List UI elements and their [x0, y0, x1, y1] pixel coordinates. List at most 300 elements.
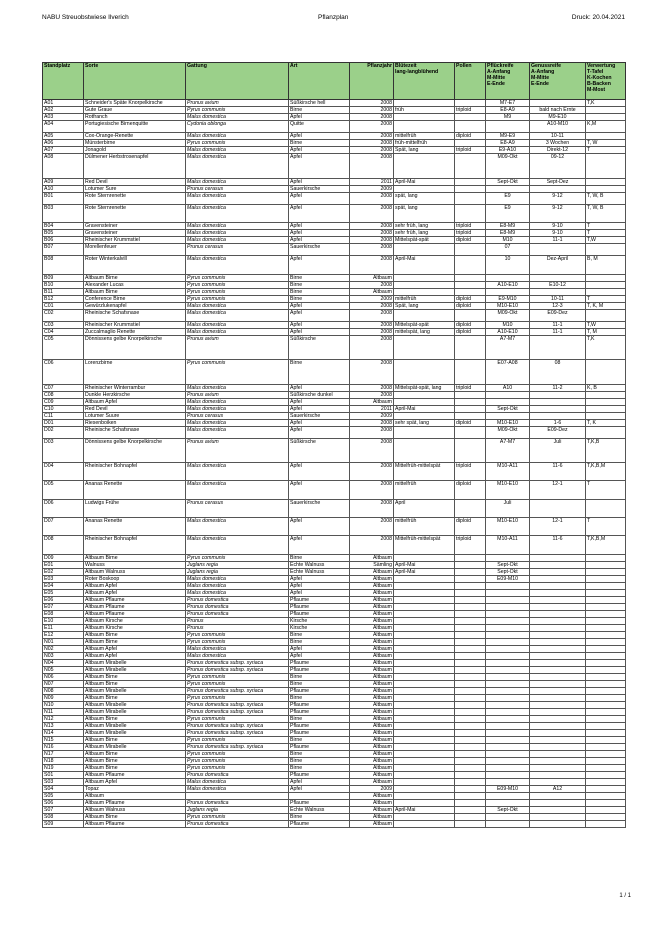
cell-pflanzjahr: 2008	[350, 100, 394, 107]
cell-gattung: Prunus domestica	[186, 610, 289, 617]
table-row	[43, 687, 626, 694]
cell-pollen	[455, 582, 486, 589]
cell-art: Quitte	[289, 121, 350, 133]
cell-pflanzjahr: Altbaum	[350, 673, 394, 680]
table-row	[43, 384, 626, 391]
col-header-gattung: Gattung	[186, 63, 289, 100]
cell-pflueckreife: M10	[486, 237, 530, 244]
cell-gattung: Prunus domestica subsp. syriaca	[186, 708, 289, 715]
cell-sorte: Altbaum Birne	[84, 631, 186, 638]
cell-bluetezeit: mittelspät, lang	[394, 328, 455, 335]
cell-art: Pflaume	[289, 701, 350, 708]
cell-bluetezeit	[394, 659, 455, 666]
cell-pollen	[455, 554, 486, 561]
cell-pollen	[455, 638, 486, 645]
cell-art: Süßkirsche hell	[289, 100, 350, 107]
cell-genussreife	[530, 100, 586, 107]
cell-genussreife	[530, 554, 586, 561]
cell-genussreife	[530, 771, 586, 778]
cell-standplatz: C05	[43, 335, 84, 359]
cell-verwertung	[586, 806, 626, 813]
cell-art: Apfel	[289, 204, 350, 222]
cell-verwertung	[586, 820, 626, 827]
cell-pollen	[455, 438, 486, 462]
cell-genussreife: 9-12	[530, 192, 586, 204]
cell-art: Apfel	[289, 589, 350, 596]
cell-verwertung	[586, 582, 626, 589]
cell-standplatz: N14	[43, 729, 84, 736]
cell-art: Süßkirsche dunkel	[289, 391, 350, 398]
cell-gattung: Pyrus communis	[186, 295, 289, 302]
cell-genussreife: Juli	[530, 438, 586, 462]
cell-verwertung: T,K	[586, 100, 626, 107]
cell-standplatz: C07	[43, 384, 84, 391]
col-header-verwertung: Verwertung T-Tafel K-Kochen B-Backen M-Most	[586, 63, 626, 100]
cell-bluetezeit: sehr früh, lang	[394, 223, 455, 230]
cell-pflanzjahr: Altbaum	[350, 694, 394, 701]
cell-verwertung: T, W, B	[586, 204, 626, 222]
cell-bluetezeit: spät, lang	[394, 192, 455, 204]
cell-sorte: Altbaum Apfel	[84, 778, 186, 785]
cell-bluetezeit	[394, 715, 455, 722]
cell-gattung: Prunus domestica	[186, 799, 289, 806]
table-row	[43, 463, 626, 481]
cell-pollen	[455, 426, 486, 438]
cell-sorte: Altbaum Kirsche	[84, 624, 186, 631]
cell-pflueckreife: E07-A08	[486, 360, 530, 384]
cell-gattung: Prunus domestica	[186, 771, 289, 778]
cell-pflueckreife: M09-Okt	[486, 154, 530, 178]
cell-sorte: Altbaum Apfel	[84, 589, 186, 596]
cell-gattung: Malus domestica	[186, 405, 289, 412]
cell-pflanzjahr: Altbaum	[350, 729, 394, 736]
cell-bluetezeit	[394, 666, 455, 673]
cell-verwertung	[586, 288, 626, 295]
cell-genussreife	[530, 274, 586, 281]
cell-standplatz: N04	[43, 659, 84, 666]
cell-standplatz: N05	[43, 666, 84, 673]
cell-art: Pflaume	[289, 708, 350, 715]
cell-bluetezeit: mittelfrüh	[394, 295, 455, 302]
cell-pflanzjahr: 2008	[350, 114, 394, 121]
cell-gattung: Malus domestica	[186, 575, 289, 582]
cell-bluetezeit	[394, 736, 455, 743]
cell-sorte: Altbaum Birne	[84, 673, 186, 680]
cell-verwertung	[586, 412, 626, 419]
table-row	[43, 536, 626, 554]
cell-pflanzjahr: Altbaum	[350, 659, 394, 666]
cell-gattung: Malus domestica	[186, 328, 289, 335]
cell-pflanzjahr: Altbaum	[350, 715, 394, 722]
cell-pflanzjahr: Altbaum	[350, 743, 394, 750]
table-row	[43, 256, 626, 274]
table-row	[43, 701, 626, 708]
cell-verwertung	[586, 799, 626, 806]
cell-pollen	[455, 603, 486, 610]
cell-genussreife: 11-6	[530, 463, 586, 481]
cell-pflueckreife: Sept-Okt	[486, 568, 530, 575]
cell-pflanzjahr: Altbaum	[350, 568, 394, 575]
table-row	[43, 666, 626, 673]
cell-standplatz: E10	[43, 617, 84, 624]
cell-sorte: Altbaum Mirabelle	[84, 659, 186, 666]
cell-genussreife	[530, 820, 586, 827]
cell-art: Birne	[289, 757, 350, 764]
cell-verwertung	[586, 561, 626, 568]
cell-bluetezeit	[394, 589, 455, 596]
cell-verwertung: T	[586, 223, 626, 230]
cell-standplatz: A02	[43, 107, 84, 114]
cell-bluetezeit: April	[394, 499, 455, 517]
cell-art: Apfel	[289, 384, 350, 391]
cell-pflueckreife	[486, 715, 530, 722]
cell-standplatz: A06	[43, 140, 84, 147]
cell-sorte: Gravensteiner	[84, 230, 186, 237]
cell-pflanzjahr: 2008	[350, 438, 394, 462]
cell-bluetezeit	[394, 652, 455, 659]
cell-genussreife	[530, 185, 586, 192]
cell-art: Birne	[289, 750, 350, 757]
cell-pollen: triploid	[455, 147, 486, 154]
cell-bluetezeit: früh	[394, 107, 455, 114]
cell-art: Apfel	[289, 778, 350, 785]
cell-genussreife	[530, 792, 586, 799]
cell-verwertung	[586, 617, 626, 624]
cell-standplatz: D05	[43, 481, 84, 499]
cell-pflueckreife	[486, 792, 530, 799]
cell-genussreife: Dez-April	[530, 256, 586, 274]
cell-pollen	[455, 121, 486, 133]
cell-pollen	[455, 708, 486, 715]
cell-standplatz: A10	[43, 185, 84, 192]
cell-pflanzjahr: 2009	[350, 185, 394, 192]
cell-verwertung	[586, 659, 626, 666]
cell-gattung: Prunus domestica subsp. syriaca	[186, 743, 289, 750]
cell-sorte: Altbaum Mirabelle	[84, 708, 186, 715]
cell-verwertung	[586, 309, 626, 321]
cell-pflanzjahr: 2008	[350, 481, 394, 499]
cell-standplatz: D06	[43, 499, 84, 517]
cell-verwertung: T,W	[586, 321, 626, 328]
cell-pflanzjahr: 2008	[350, 419, 394, 426]
table-row	[43, 596, 626, 603]
cell-pollen	[455, 764, 486, 771]
cell-verwertung	[586, 624, 626, 631]
cell-sorte: Altbaum Mirabelle	[84, 729, 186, 736]
cell-sorte: Altbaum Apfel	[84, 645, 186, 652]
cell-genussreife: 3 Wochen	[530, 140, 586, 147]
cell-sorte: Altbaum Birne	[84, 813, 186, 820]
cell-standplatz: D09	[43, 554, 84, 561]
table-row	[43, 121, 626, 133]
cell-genussreife: 10-11	[530, 295, 586, 302]
table-row	[43, 244, 626, 256]
cell-verwertung: T,W	[586, 237, 626, 244]
cell-verwertung	[586, 792, 626, 799]
cell-sorte: Portugiesische Birnenquitte	[84, 121, 186, 133]
cell-art: Apfel	[289, 463, 350, 481]
cell-pflanzjahr: Altbaum	[350, 575, 394, 582]
cell-bluetezeit	[394, 244, 455, 256]
cell-bluetezeit	[394, 785, 455, 792]
cell-verwertung	[586, 107, 626, 114]
cell-art: Süßkirsche	[289, 438, 350, 462]
table-row	[43, 617, 626, 624]
cell-pflueckreife: M10-E10	[486, 419, 530, 426]
cell-art: Echte Walnuss	[289, 561, 350, 568]
cell-pollen	[455, 575, 486, 582]
cell-genussreife: 9-12	[530, 204, 586, 222]
cell-standplatz: E07	[43, 603, 84, 610]
cell-standplatz: N08	[43, 687, 84, 694]
cell-gattung: Prunus	[186, 624, 289, 631]
cell-pflueckreife	[486, 659, 530, 666]
cell-pollen	[455, 617, 486, 624]
cell-pflueckreife: Juli	[486, 499, 530, 517]
cell-standplatz: C08	[43, 391, 84, 398]
table-row	[43, 412, 626, 419]
cell-pollen	[455, 589, 486, 596]
cell-genussreife	[530, 624, 586, 631]
cell-art: Apfel	[289, 321, 350, 328]
cell-gattung: Malus domestica	[186, 582, 289, 589]
cell-verwertung	[586, 771, 626, 778]
cell-bluetezeit	[394, 398, 455, 405]
cell-art: Apfel	[289, 645, 350, 652]
cell-standplatz: N16	[43, 743, 84, 750]
cell-pflueckreife	[486, 708, 530, 715]
cell-standplatz: S07	[43, 806, 84, 813]
cell-standplatz: A05	[43, 133, 84, 140]
table-row	[43, 624, 626, 631]
cell-art: Apfel	[289, 230, 350, 237]
cell-pollen: diploid	[455, 321, 486, 328]
cell-pflueckreife	[486, 624, 530, 631]
cell-art: Sauerkirsche	[289, 412, 350, 419]
cell-pollen	[455, 652, 486, 659]
cell-gattung: Malus domestica	[186, 419, 289, 426]
cell-pflanzjahr: Altbaum	[350, 652, 394, 659]
cell-genussreife	[530, 631, 586, 638]
table-row	[43, 426, 626, 438]
cell-bluetezeit	[394, 638, 455, 645]
table-row	[43, 813, 626, 820]
cell-verwertung	[586, 722, 626, 729]
cell-bluetezeit: April-Mai	[394, 568, 455, 575]
cell-sorte: Altbaum Birne	[84, 764, 186, 771]
cell-gattung: Pyrus communis	[186, 288, 289, 295]
cell-genussreife	[530, 736, 586, 743]
table-row	[43, 391, 626, 398]
cell-bluetezeit	[394, 288, 455, 295]
cell-pollen: diploid	[455, 481, 486, 499]
cell-sorte: Dunkle Herzkirsche	[84, 391, 186, 398]
cell-art: Birne	[289, 274, 350, 281]
cell-standplatz: C01	[43, 302, 84, 309]
cell-sorte: Altbaum Walnuss	[84, 806, 186, 813]
cell-art: Apfel	[289, 481, 350, 499]
cell-sorte: Rheinischer Bohnapfel	[84, 463, 186, 481]
cell-standplatz: C11	[43, 412, 84, 419]
table-row	[43, 133, 626, 140]
cell-verwertung	[586, 687, 626, 694]
cell-standplatz: D03	[43, 438, 84, 462]
cell-pollen: triploid	[455, 463, 486, 481]
cell-gattung: Malus domestica	[186, 321, 289, 328]
cell-bluetezeit: April-Mai	[394, 806, 455, 813]
cell-genussreife	[530, 575, 586, 582]
cell-bluetezeit	[394, 743, 455, 750]
cell-sorte: Altbaum Birne	[84, 274, 186, 281]
cell-standplatz: C03	[43, 321, 84, 328]
cell-gattung: Prunus domestica	[186, 596, 289, 603]
cell-pflueckreife	[486, 631, 530, 638]
cell-verwertung	[586, 708, 626, 715]
cell-gattung: Pyrus communis	[186, 813, 289, 820]
cell-pollen	[455, 624, 486, 631]
cell-pflanzjahr: 2008	[350, 192, 394, 204]
cell-bluetezeit	[394, 596, 455, 603]
cell-art: Apfel	[289, 419, 350, 426]
cell-pollen: triploid	[455, 107, 486, 114]
cell-pflanzjahr: Altbaum	[350, 645, 394, 652]
cell-standplatz: C06	[43, 360, 84, 384]
table-row	[43, 610, 626, 617]
cell-gattung: Pyrus communis	[186, 694, 289, 701]
cell-pollen: triploid	[455, 384, 486, 391]
col-header-standplatz: Standplatz	[43, 63, 84, 100]
cell-pollen	[455, 680, 486, 687]
cell-sorte: Altbaum Apfel	[84, 582, 186, 589]
cell-pflueckreife: Sept-Okt	[486, 178, 530, 185]
cell-pflueckreife	[486, 820, 530, 827]
cell-pflanzjahr: Altbaum	[350, 582, 394, 589]
cell-verwertung	[586, 154, 626, 178]
cell-pollen	[455, 360, 486, 384]
cell-verwertung	[586, 499, 626, 517]
cell-sorte: Gravensteiner	[84, 223, 186, 230]
cell-bluetezeit	[394, 426, 455, 438]
cell-art: Kirsche	[289, 624, 350, 631]
cell-pflanzjahr: Altbaum	[350, 589, 394, 596]
table-row	[43, 230, 626, 237]
cell-pollen: diploid	[455, 295, 486, 302]
cell-genussreife: 12-1	[530, 517, 586, 535]
cell-art: Apfel	[289, 328, 350, 335]
cell-sorte: Rheinischer Winterrambur	[84, 384, 186, 391]
cell-standplatz: B09	[43, 274, 84, 281]
table-row	[43, 820, 626, 827]
cell-sorte: Zuccalmaglio Renette	[84, 328, 186, 335]
cell-art: Birne	[289, 360, 350, 384]
cell-bluetezeit: Spät, lang	[394, 302, 455, 309]
cell-verwertung	[586, 575, 626, 582]
cell-pollen	[455, 715, 486, 722]
cell-standplatz: S08	[43, 813, 84, 820]
cell-bluetezeit	[394, 360, 455, 384]
cell-genussreife	[530, 610, 586, 617]
cell-art: Pflaume	[289, 799, 350, 806]
cell-gattung: Prunus cerasus	[186, 244, 289, 256]
cell-pollen: diploid	[455, 237, 486, 244]
cell-bluetezeit	[394, 792, 455, 799]
table-row	[43, 554, 626, 561]
cell-gattung: Pyrus communis	[186, 736, 289, 743]
cell-sorte: Rheinische Schafsnase	[84, 309, 186, 321]
table-row	[43, 204, 626, 222]
cell-pollen	[455, 820, 486, 827]
cell-genussreife: 11-1	[530, 328, 586, 335]
cell-gattung: Prunus domestica subsp. syriaca	[186, 659, 289, 666]
cell-bluetezeit	[394, 757, 455, 764]
cell-sorte: Altbaum Pflaume	[84, 799, 186, 806]
cell-verwertung: T,K	[586, 335, 626, 359]
cell-sorte: Altbaum Birne	[84, 715, 186, 722]
cell-verwertung	[586, 398, 626, 405]
cell-standplatz: S06	[43, 799, 84, 806]
cell-art: Pflaume	[289, 596, 350, 603]
cell-pflanzjahr: 2008	[350, 384, 394, 391]
cell-verwertung	[586, 244, 626, 256]
cell-art: Pflaume	[289, 659, 350, 666]
cell-genussreife: 12-1	[530, 481, 586, 499]
cell-gattung: Malus domestica	[186, 223, 289, 230]
table-row	[43, 438, 626, 462]
cell-art: Apfel	[289, 114, 350, 121]
cell-genussreife	[530, 757, 586, 764]
table-row	[43, 360, 626, 384]
cell-verwertung: T, W, B	[586, 192, 626, 204]
cell-gattung: Pyrus communis	[186, 281, 289, 288]
table-row	[43, 638, 626, 645]
cell-bluetezeit	[394, 729, 455, 736]
cell-pollen	[455, 596, 486, 603]
cell-pollen	[455, 335, 486, 359]
table-row	[43, 561, 626, 568]
cell-pflueckreife	[486, 722, 530, 729]
cell-pflueckreife	[486, 666, 530, 673]
cell-bluetezeit	[394, 750, 455, 757]
cell-verwertung	[586, 764, 626, 771]
cell-pflueckreife	[486, 610, 530, 617]
cell-verwertung: T	[586, 295, 626, 302]
cell-art: Pflaume	[289, 603, 350, 610]
cell-bluetezeit	[394, 335, 455, 359]
cell-standplatz: A03	[43, 114, 84, 121]
cell-pflanzjahr: 2011	[350, 178, 394, 185]
cell-pflanzjahr: Altbaum	[350, 799, 394, 806]
table-row	[43, 302, 626, 309]
cell-pollen	[455, 785, 486, 792]
cell-gattung: Malus domestica	[186, 778, 289, 785]
cell-genussreife	[530, 806, 586, 813]
cell-pollen	[455, 561, 486, 568]
table-row	[43, 631, 626, 638]
cell-pflueckreife: M09-Okt	[486, 426, 530, 438]
cell-bluetezeit: mittelfrüh	[394, 133, 455, 140]
cell-pflanzjahr: 2009	[350, 785, 394, 792]
cell-art: Birne	[289, 813, 350, 820]
cell-verwertung: K,M	[586, 121, 626, 133]
cell-genussreife	[530, 722, 586, 729]
cell-pflanzjahr: 2008	[350, 536, 394, 554]
cell-standplatz: B06	[43, 237, 84, 244]
cell-gattung: Prunus cerasus	[186, 412, 289, 419]
cell-gattung: Pyrus communis	[186, 140, 289, 147]
cell-pollen	[455, 192, 486, 204]
cell-sorte: Ludwigs Frühe	[84, 499, 186, 517]
cell-sorte: Roter Winterkalvill	[84, 256, 186, 274]
